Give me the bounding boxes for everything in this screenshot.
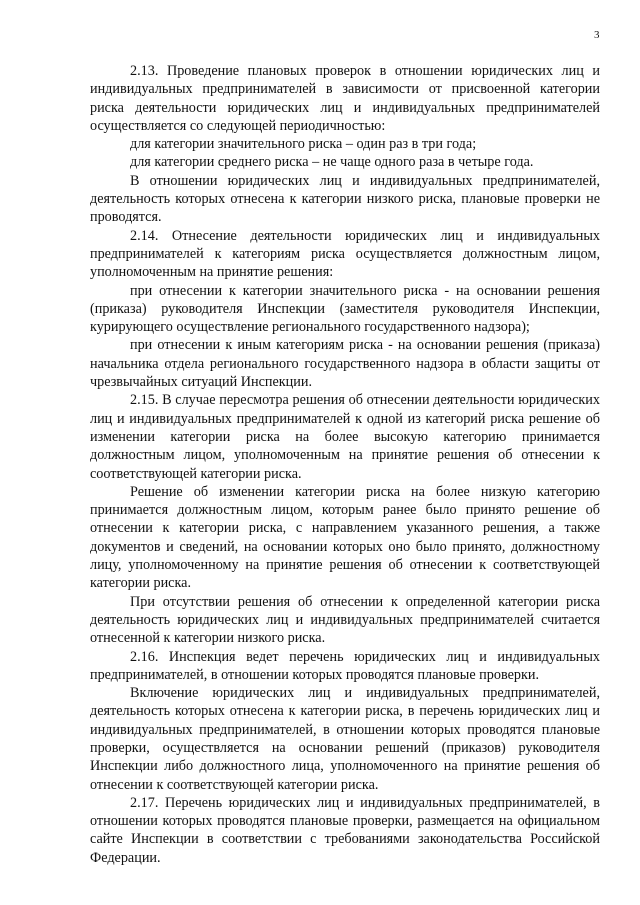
paragraph-significant-assignment: при отнесении к категории значительного риска - на основании решения (приказа) руководителя Инспекции (заместителя руководителя Инспекции, курирующего осуществление регионального государственного надзора); [90,282,600,336]
paragraph-2-13: 2.13. Проведение плановых проверок в отношении юридических лиц и индивидуальных предпринимателей в зависимости от присвоенной категории риска деятельности юридических лиц и индивидуальных предпринимателей осуществляется со следующей периодичностью: [90,63,600,134]
page-number: 3 [594,29,600,41]
paragraph-2-14: 2.14. Отнесение деятельности юридических лиц и индивидуальных предпринимателей к категориям риска осуществляется должностным лицом, уполномоченным на принятие решения: [90,227,600,281]
paragraph-inclusion: Включение юридических лиц и индивидуальных предпринимателей, деятельность которых отнесена к категории риска, в перечень юридических лиц и индивидуальных предпринимателей, в отношении которых проводятся плановые проверки, осуществляется на основании решений (приказов) руководителя Инспекции либо должностного лица, уполномоченного на принятие решения об отнесении к соответствующей категории риска. [90,685,600,793]
paragraph-no-decision: При отсутствии решения об отнесении к определенной категории риска деятельность юридических лиц и индивидуальных предпринимателей считается отнесенной к категории низкого риска. [90,593,600,647]
paragraph-medium-risk: для категории среднего риска – не чаще одного раза в четыре года. [130,154,534,171]
paragraph-lower-category: Решение об изменении категории риска на более низкую категорию принимается должностным лицом, которым ранее было принято решение об отнесении к категории риска, с направлением указанного решения, а также документов и сведений, на основании которых оно было принято, должностному лицу, уполномоченному на принятие решения об отнесении к соответствующей категории риска. [90,483,600,592]
paragraph-2-17: 2.17. Перечень юридических лиц и индивидуальных предпринимателей, в отношении которых проводятся плановые проверки, размещается на официальном сайте Инспекции в соответствии с требованиями законодательства Российской Федерации. [90,794,600,866]
paragraph-significant-risk: для категории значительного риска – один раз в три года; [130,136,477,153]
document-body [90,62,600,867]
paragraph-other-assignment: при отнесении к иным категориям риска - на основании решения (приказа) начальника отдела регионального государственного надзора в области защиты от чрезвычайных ситуаций Инспекции. [90,337,600,391]
paragraph-2-16: 2.16. Инспекция ведет перечень юридических лиц и индивидуальных предпринимателей, в отношении которых проводятся плановые проверки. [90,648,600,683]
paragraph-2-15: 2.15. В случае пересмотра решения об отнесении деятельности юридических лиц и индивидуальных предпринимателей к одной из категорий риска решение об изменении категории риска на более высокую категорию принимается должностным лицом, уполномоченным на принятие решения об отнесении к соответствующей категории риска. [90,392,600,482]
paragraph-low-risk: В отношении юридических лиц и индивидуальных предпринимателей, деятельность которых отнесена к категории низкого риска, плановые проверки не проводятся. [90,172,600,226]
